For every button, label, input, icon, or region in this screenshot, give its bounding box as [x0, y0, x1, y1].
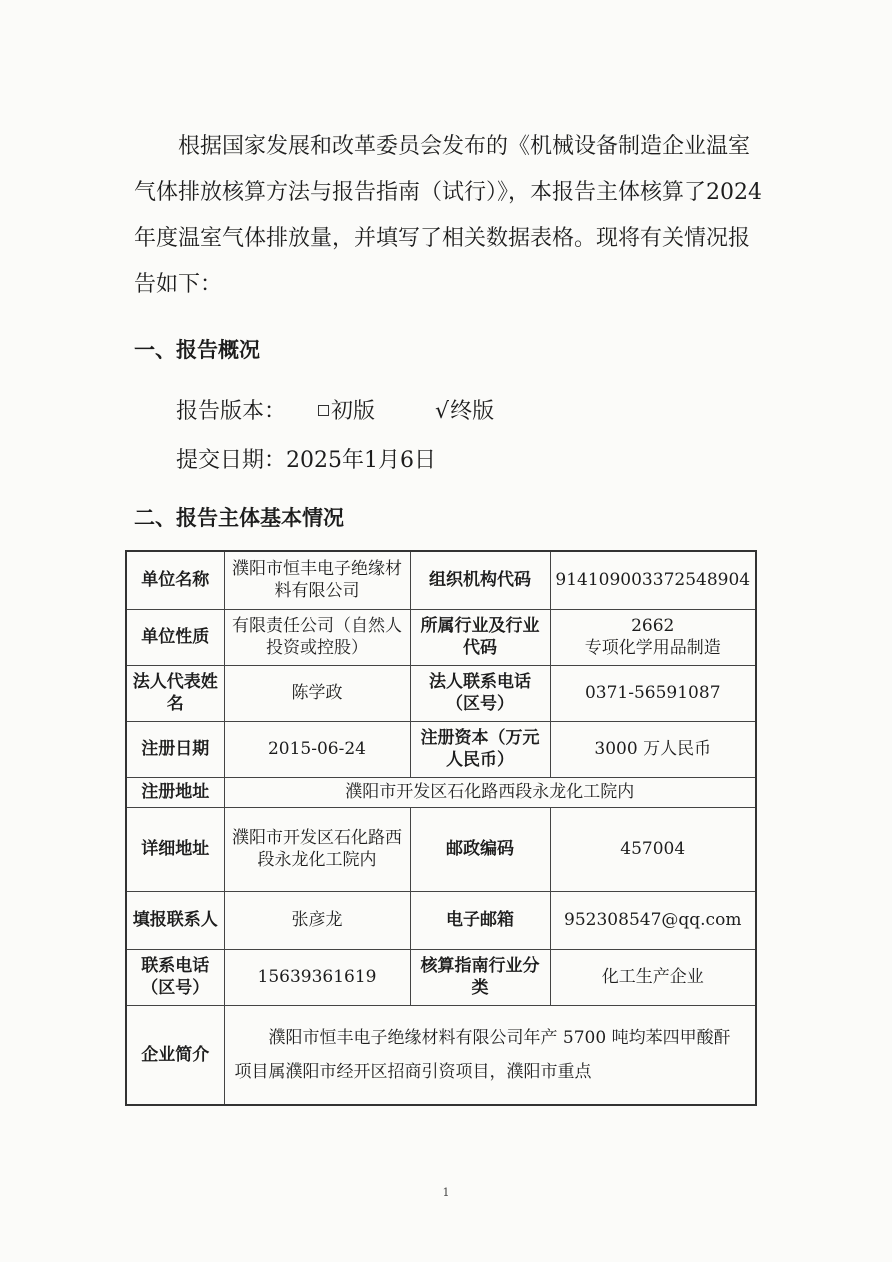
postcode-label: 邮政编码	[410, 807, 550, 891]
submit-label: 提交日期：	[176, 448, 287, 473]
org-code-label: 组织机构代码	[410, 551, 550, 609]
checkbox-icon	[318, 405, 329, 416]
unit-nature-value: 有限责任公司（自然人投资或控股）	[224, 609, 410, 665]
industry-name: 专项化学用品制造	[584, 638, 721, 658]
reg-date-label: 注册日期	[126, 721, 224, 777]
page-number: 1	[442, 1186, 450, 1199]
industry-value	[550, 609, 756, 665]
table-row	[126, 777, 756, 807]
phone-label: 联系电话（区号）	[126, 949, 224, 1005]
unit-nature-label: 单位性质	[126, 609, 224, 665]
org-code-value: 914109003372548904	[550, 551, 756, 609]
table-row	[126, 949, 756, 1005]
detail-address-value: 濮阳市开发区石化路西段永龙化工院内	[224, 807, 410, 891]
table-row	[126, 665, 756, 721]
reg-capital-value: 3000 万人民币	[550, 721, 756, 777]
check-mark-icon: √	[435, 399, 450, 424]
email-label: 电子邮箱	[410, 891, 550, 949]
table-row	[126, 807, 756, 891]
option-final: 终版	[450, 399, 495, 424]
section2-heading: 二、报告主体基本情况	[134, 506, 344, 530]
industry-label: 所属行业及行业代码	[410, 609, 550, 665]
industry-code: 2662	[631, 616, 675, 636]
basic-info-table	[125, 550, 757, 1106]
table-row	[126, 721, 756, 777]
guide-label: 核算指南行业分类	[410, 949, 550, 1005]
legal-rep-label: 法人代表姓名	[126, 665, 224, 721]
table-row	[126, 609, 756, 665]
section1-heading: 一、报告概况	[134, 338, 260, 362]
version-label: 报告版本：	[176, 399, 287, 424]
reg-capital-label: 注册资本（万元人民币）	[410, 721, 550, 777]
unit-name-label: 单位名称	[126, 551, 224, 609]
table-row	[126, 551, 756, 609]
submit-date: 2025年1月6日	[286, 448, 436, 473]
reg-date-value: 2015-06-24	[224, 721, 410, 777]
unit-name-value: 濮阳市恒丰电子绝缘材料有限公司	[224, 551, 410, 609]
option-initial: 初版	[331, 399, 376, 424]
guide-value: 化工生产企业	[550, 949, 756, 1005]
postcode-value: 457004	[550, 807, 756, 891]
reg-address-label: 注册地址	[126, 777, 224, 807]
legal-phone-label: 法人联系电话（区号）	[410, 665, 550, 721]
contact-label: 填报联系人	[126, 891, 224, 949]
table-row	[126, 1005, 756, 1105]
phone-value: 15639361619	[224, 949, 410, 1005]
email-value: 952308547@qq.com	[550, 891, 756, 949]
profile-text: 濮阳市恒丰电子绝缘材料有限公司年产 5700 吨均苯四甲酸酐项目属濮阳市经开区招商引资项目，濮阳市重点	[234, 1027, 731, 1082]
profile-label: 企业简介	[126, 1005, 224, 1105]
submit-date-line	[176, 443, 436, 474]
intro-paragraph: 根据国家发展和改革委员会发布的《机械设备制造企业温室气体排放核算方法与报告指南（试行）》，本报告主体核算了2024年度温室气体排放量，并填写了相关数据表格。现将有关情况报告如下：	[134, 134, 762, 297]
legal-rep-value: 陈学政	[224, 665, 410, 721]
reg-address-value: 濮阳市开发区石化路西段永龙化工院内	[224, 777, 756, 807]
contact-value: 张彦龙	[224, 891, 410, 949]
legal-phone-value: 0371-56591087	[550, 665, 756, 721]
detail-address-label: 详细地址	[126, 807, 224, 891]
table-row	[126, 891, 756, 949]
profile-value	[224, 1005, 756, 1105]
report-version-line	[176, 394, 494, 425]
